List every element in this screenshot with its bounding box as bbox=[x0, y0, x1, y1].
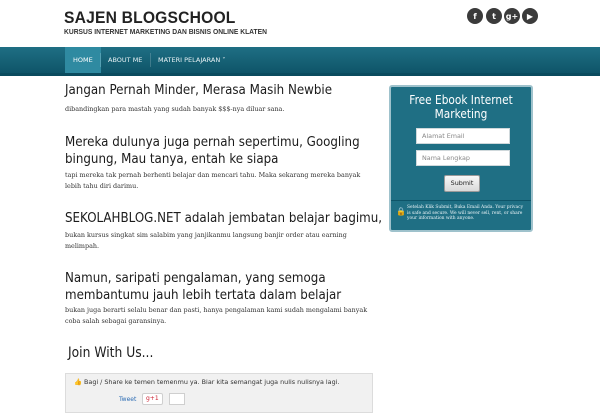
widget-title-line-2: Marketing bbox=[434, 107, 488, 121]
google-plus-icon[interactable]: g+ bbox=[504, 8, 520, 24]
widget-title bbox=[399, 93, 522, 121]
section-3-heading: SEKOLAHBLOG.NET adalah jembatan belajar bagimu, bbox=[65, 210, 383, 226]
section-3-text: bukan kursus singkat sim salabim yang janjikanmu langsung banjir order atau earning melimpah. bbox=[65, 231, 347, 250]
submit-button[interactable]: Submit bbox=[444, 175, 480, 192]
lock-icon: 🔒 bbox=[396, 207, 406, 216]
nav-item-materi-pelajaran[interactable]: MATERI PELAJARAN ˅ bbox=[158, 56, 226, 64]
site-header bbox=[0, 0, 600, 47]
youtube-icon[interactable]: ▶ bbox=[522, 8, 538, 24]
section-2-heading-line-1: Mereka dulunya juga pernah sepertimu, Googling bbox=[65, 134, 360, 150]
section-4-heading-line-1: Namun, saripati pengalaman, yang semoga bbox=[65, 270, 326, 286]
section-1-heading: Jangan Pernah Minder, Merasa Masih Newbie bbox=[65, 82, 333, 98]
widget-title-line-1: Free Ebook Internet bbox=[409, 93, 513, 107]
privacy-text: Setelah Klik Submit, Buka Email Anda. Your privacy is safe and secure. We will never sell, rent, or share your information with anyone. bbox=[407, 205, 524, 222]
share-text: Bagi / Share ke temen temenmu ya. Biar kita semangat juga nulis nulisnya lagi. bbox=[84, 378, 340, 386]
share-row bbox=[74, 378, 339, 386]
section-2-text: tapi mereka tak pernah berhenti belajar dan mencari tahu. Maka sekarang mereka banyak lebih tahu diri darimu. bbox=[65, 171, 361, 190]
ebook-optin-widget bbox=[389, 85, 533, 232]
nav-item-about-me[interactable]: ABOUT ME bbox=[108, 56, 143, 64]
google-plus-count bbox=[169, 393, 185, 405]
site-title[interactable]: SAJEN BLOGSCHOOL bbox=[64, 8, 236, 27]
thumbs-up-icon: 👍 bbox=[74, 378, 82, 386]
section-1-text: dibandingkan para mastah yang sudah banyak $$$-nya diluar sana. bbox=[65, 105, 285, 113]
join-heading: Join With Us... bbox=[68, 345, 154, 361]
section-4-heading-line-2: membantumu jauh lebih tertata dalam belajar bbox=[65, 287, 342, 303]
nav-underline bbox=[0, 73, 600, 76]
share-box bbox=[65, 373, 373, 413]
twitter-icon[interactable]: t bbox=[486, 8, 502, 24]
widget-divider bbox=[391, 200, 531, 201]
name-input[interactable]: Nama Lengkap bbox=[416, 150, 510, 166]
google-plus-one-button[interactable]: g+1 bbox=[142, 393, 163, 405]
nav-item-home[interactable]: HOME bbox=[65, 47, 101, 73]
site-description: KURSUS INTERNET MARKETING DAN BISNIS ONLINE KLATEN bbox=[64, 29, 267, 36]
facebook-icon[interactable]: f bbox=[467, 8, 483, 24]
tweet-button[interactable]: Tweet bbox=[119, 396, 137, 403]
section-2-heading-line-2: bingung, Mau tanya, entah ke siapa bbox=[65, 151, 279, 167]
main-navigation bbox=[0, 47, 600, 73]
email-input[interactable]: Alamat Email bbox=[416, 128, 510, 144]
section-4-text: bukan juga berarti selalu benar dan pasti, hanya pengalaman kami sudah mengalami banyak coba salah sebagai garansinya. bbox=[65, 306, 368, 325]
